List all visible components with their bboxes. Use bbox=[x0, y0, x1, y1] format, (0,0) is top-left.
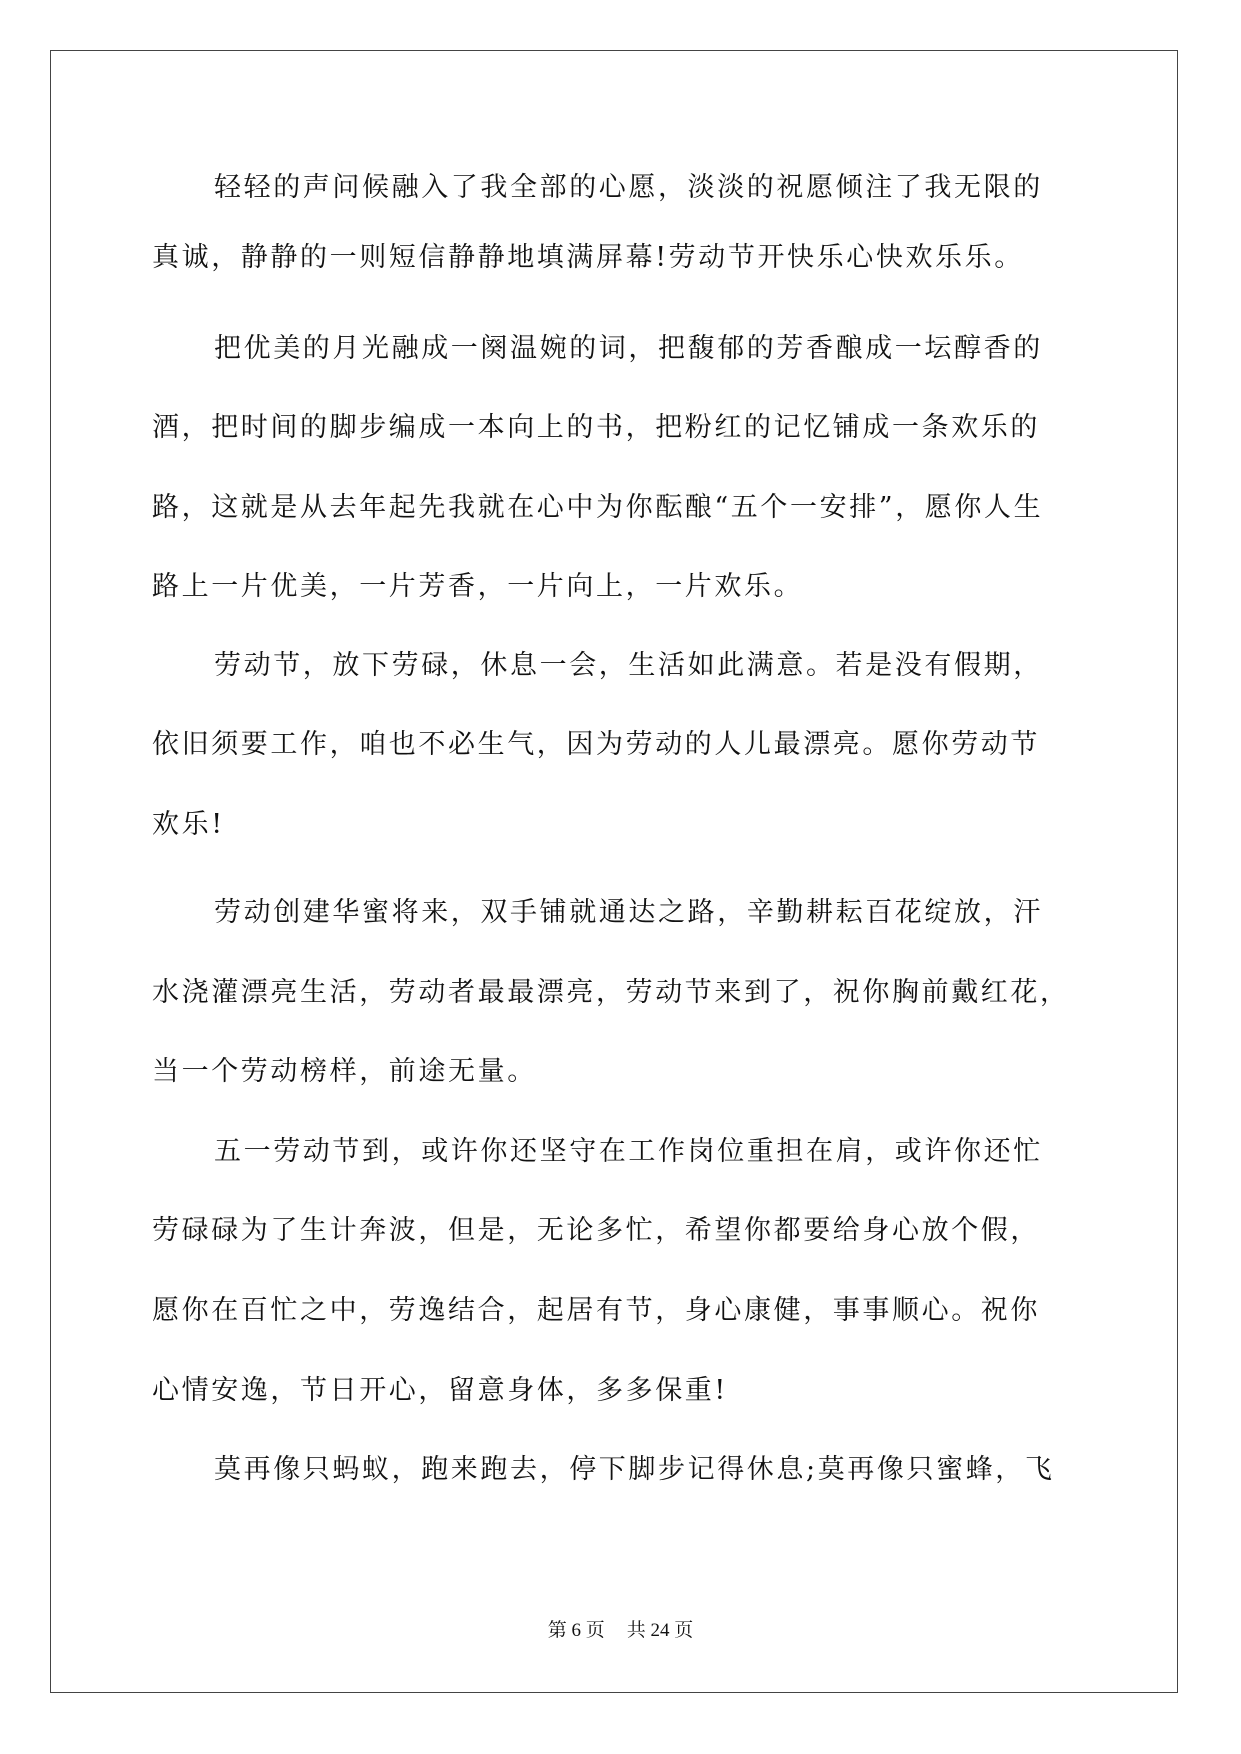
text-line: 把优美的月光融成一阕温婉的词，把馥郁的芳香酿成一坛醇香的 bbox=[214, 333, 1043, 364]
text-line: 依旧须要工作，咱也不必生气，因为劳动的人儿最漂亮。愿你劳动节 bbox=[152, 729, 1040, 760]
text-line: 劳碌碌为了生计奔波，但是，无论多忙，希望你都要给身心放个假， bbox=[152, 1215, 1040, 1246]
page-footer bbox=[0, 1615, 1241, 1642]
page-number: 第 6 页 bbox=[547, 1620, 605, 1641]
text-line: 心情安逸，节日开心，留意身体，多多保重! bbox=[152, 1375, 728, 1406]
text-line: 劳动创建华蜜将来，双手铺就通达之路，辛勤耕耘百花绽放，汗 bbox=[214, 897, 1043, 928]
page-total: 共 24 页 bbox=[626, 1620, 694, 1641]
text-line: 酒，把时间的脚步编成一本向上的书，把粉红的记忆铺成一条欢乐的 bbox=[152, 412, 1040, 443]
text-line: 路，这就是从去年起先我就在心中为你酝酿“五个一安排”，愿你人生 bbox=[152, 492, 1044, 523]
text-line: 水浇灌漂亮生活，劳动者最最漂亮，劳动节来到了，祝你胸前戴红花， bbox=[152, 977, 1070, 1008]
text-line: 五一劳动节到，或许你还坚守在工作岗位重担在肩，或许你还忙 bbox=[214, 1136, 1043, 1167]
text-line: 莫再像只蚂蚁，跑来跑去，停下脚步记得休息;莫再像只蜜蜂，飞 bbox=[214, 1454, 1055, 1485]
text-line: 轻轻的声问候融入了我全部的心愿，淡淡的祝愿倾注了我无限的 bbox=[214, 172, 1043, 203]
text-line: 愿你在百忙之中，劳逸结合，起居有节，身心康健，事事顺心。祝你 bbox=[152, 1295, 1040, 1326]
text-line: 路上一片优美，一片芳香，一片向上，一片欢乐。 bbox=[152, 571, 804, 602]
page-frame bbox=[50, 50, 1178, 1693]
text-line: 当一个劳动榜样，前途无量。 bbox=[152, 1056, 537, 1087]
text-line: 真诚，静静的一则短信静静地填满屏幕!劳动节开快乐心快欢乐乐。 bbox=[152, 242, 1024, 273]
text-line: 欢乐! bbox=[152, 809, 225, 840]
text-line: 劳动节，放下劳碌，休息一会，生活如此满意。若是没有假期， bbox=[214, 650, 1043, 681]
